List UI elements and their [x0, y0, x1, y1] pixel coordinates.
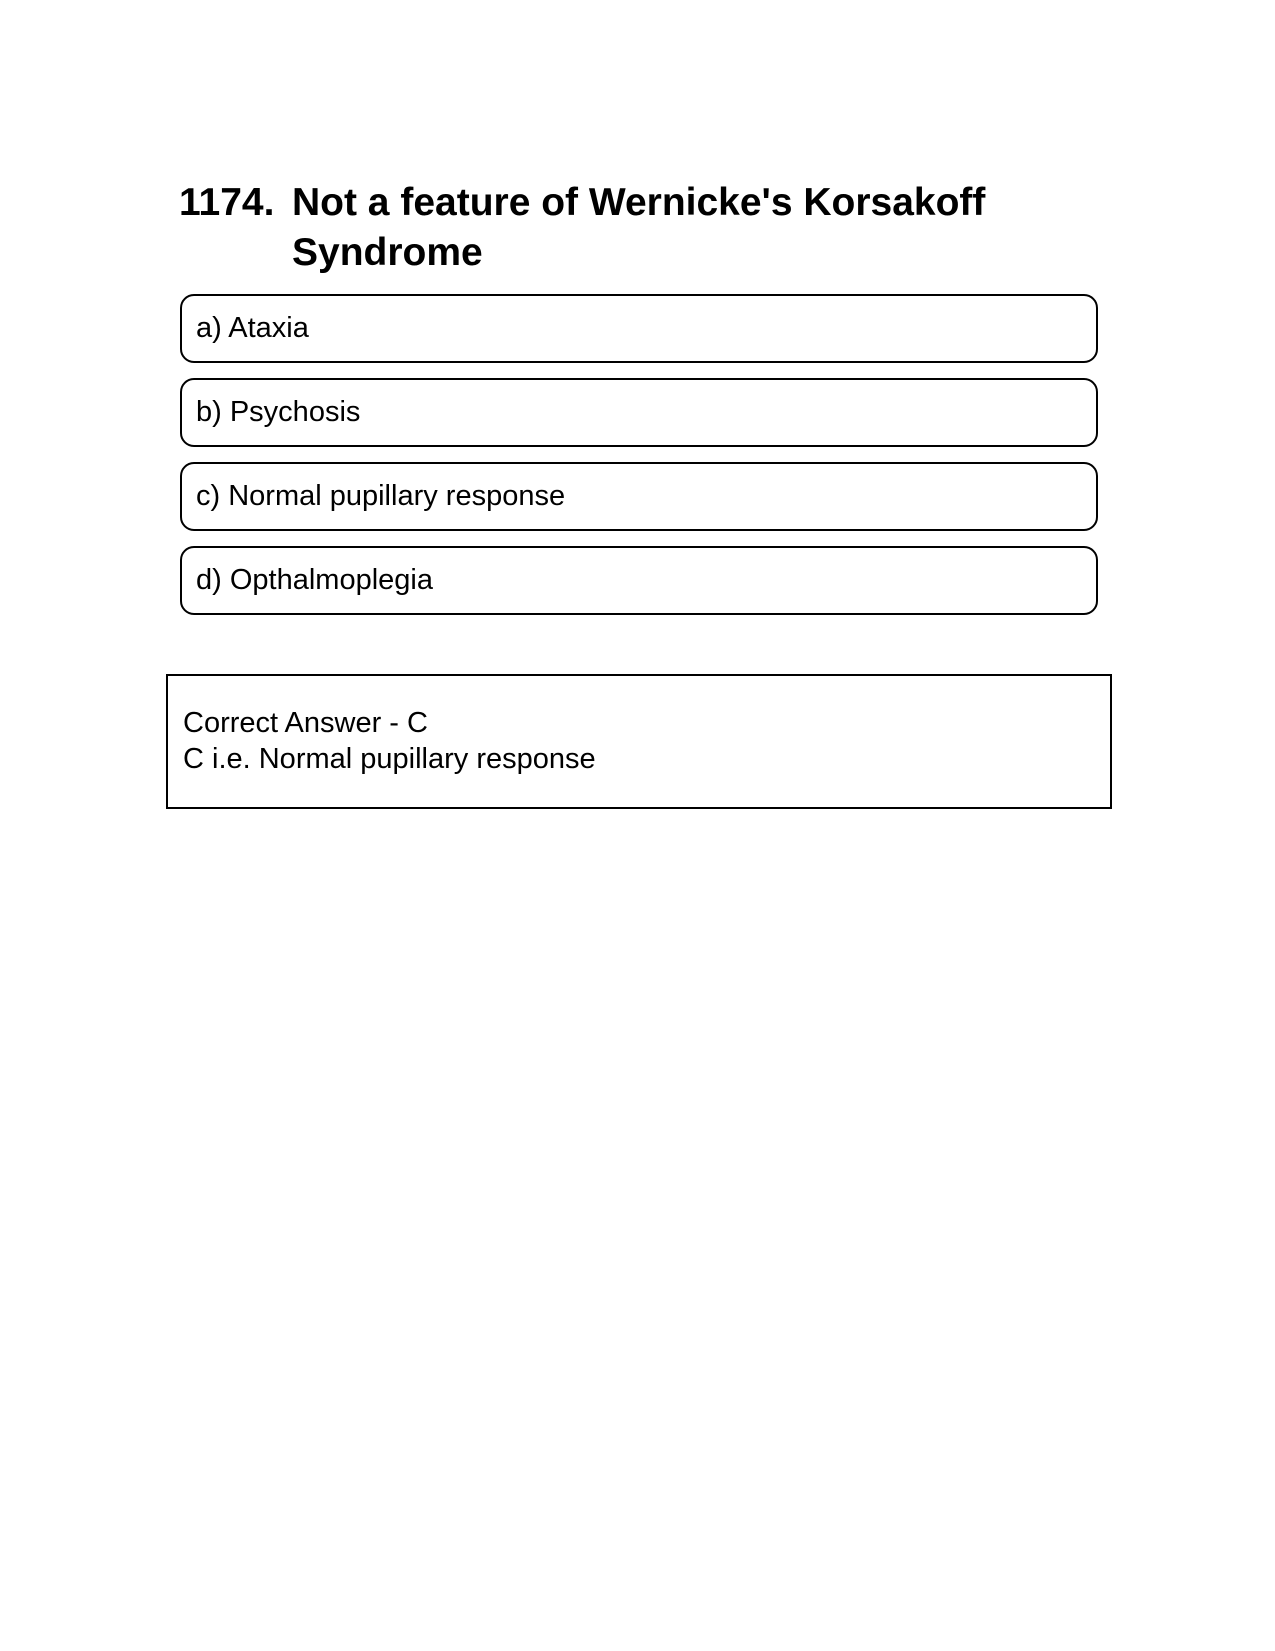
- option-c-label: c) Normal pupillary response: [196, 480, 566, 512]
- option-c[interactable]: [180, 462, 1098, 531]
- question-heading: [179, 178, 1099, 278]
- answer-box: [166, 674, 1112, 809]
- correct-answer-line: Correct Answer - C: [183, 707, 428, 739]
- option-d[interactable]: [180, 546, 1098, 615]
- option-b-label: b) Psychosis: [196, 396, 361, 428]
- question-text: Not a feature of Wernicke's Korsakoff Syndrome: [292, 181, 986, 274]
- options-list: [180, 294, 1098, 630]
- option-d-label: d) Opthalmoplegia: [196, 564, 433, 596]
- answer-explanation-line: C i.e. Normal pupillary response: [183, 743, 596, 775]
- question-number: 1174.: [179, 181, 275, 224]
- option-a[interactable]: [180, 294, 1098, 363]
- option-a-label: a) Ataxia: [196, 312, 309, 344]
- option-b[interactable]: [180, 378, 1098, 447]
